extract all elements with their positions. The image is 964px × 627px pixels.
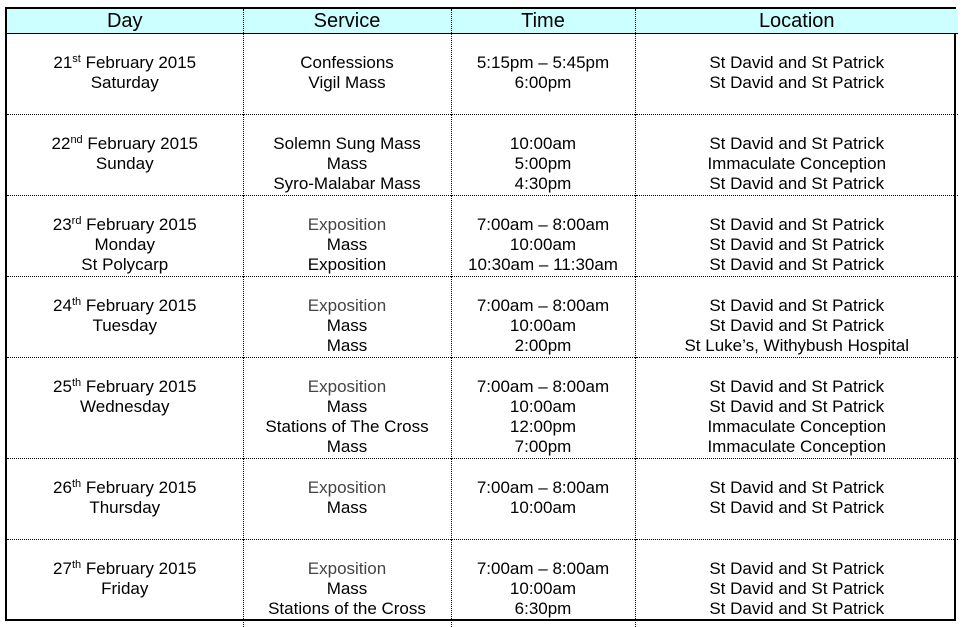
time-item: 7:00am – 8:00am (476, 559, 610, 578)
service-cell (243, 277, 451, 358)
header-time: Time (451, 9, 635, 34)
service-item: Exposition (307, 478, 387, 497)
schedule-sheet (5, 7, 956, 621)
time-item: 10:00am (509, 498, 577, 517)
schedule-row (7, 277, 958, 358)
day-cell (7, 34, 243, 115)
time-item: 6:00pm (514, 73, 572, 92)
day-date (7, 296, 243, 316)
service-item: Confessions (300, 53, 394, 72)
day-number: 25 (53, 377, 72, 396)
service-item: Mass (326, 498, 368, 517)
location-item: St David and St Patrick (709, 174, 885, 193)
location-item: St David and St Patrick (709, 316, 885, 335)
service-item: Vigil Mass (308, 73, 386, 92)
day-date (7, 53, 243, 73)
time-item: 6:30pm (514, 599, 572, 618)
weekday: Saturday (90, 73, 159, 92)
location-item: St David and St Patrick (709, 296, 885, 315)
time-cell (451, 358, 635, 459)
service-cell (243, 540, 451, 627)
time-cell (451, 277, 635, 358)
schedule-row (7, 115, 958, 196)
day-month-year: February 2015 (81, 377, 197, 396)
location-item: St David and St Patrick (709, 478, 885, 497)
weekday: Friday (101, 579, 149, 598)
time-item: 10:00am (509, 397, 577, 416)
schedule-row (7, 358, 958, 459)
service-item: Mass (326, 154, 368, 173)
header-day: Day (7, 9, 243, 34)
location-item: St David and St Patrick (709, 235, 885, 254)
location-cell (635, 358, 958, 459)
service-item: Mass (326, 336, 368, 355)
schedule-row (7, 540, 958, 627)
service-item: Mass (326, 235, 368, 254)
day-cell (7, 196, 243, 277)
schedule-row (7, 196, 958, 277)
weekday: Tuesday (92, 316, 158, 335)
time-item: 7:00am – 8:00am (476, 478, 610, 497)
day-suffix: th (71, 377, 82, 389)
service-item: Mass (326, 397, 368, 416)
time-item: 10:00am (509, 579, 577, 598)
location-item: St David and St Patrick (709, 498, 885, 517)
service-cell (243, 358, 451, 459)
time-item: 2:00pm (514, 336, 572, 355)
day-month-year: February 2015 (80, 53, 197, 72)
day-month-year: February 2015 (81, 559, 197, 578)
time-cell (451, 196, 635, 277)
day-number: 26 (53, 478, 72, 497)
location-item: St David and St Patrick (709, 397, 885, 416)
day-number: 24 (53, 296, 72, 315)
service-item: Exposition (307, 559, 387, 578)
service-item: Exposition (307, 215, 387, 234)
location-item: St David and St Patrick (709, 559, 885, 578)
location-item: St David and St Patrick (709, 579, 885, 598)
day-suffix: st (72, 53, 81, 65)
day-date (7, 559, 243, 579)
day-month-year: February 2015 (81, 215, 197, 234)
service-item: Stations of the Cross (268, 599, 426, 618)
service-item: Mass (326, 437, 368, 456)
location-cell (635, 115, 958, 196)
service-cell (243, 34, 451, 115)
service-item: Mass (326, 316, 368, 335)
location-item: St David and St Patrick (709, 53, 885, 72)
day-cell (7, 540, 243, 627)
location-item: Immaculate Conception (707, 437, 887, 456)
service-cell (243, 459, 451, 540)
day-month-year: February 2015 (81, 296, 197, 315)
location-item: St David and St Patrick (709, 599, 885, 618)
header-service: Service (243, 9, 451, 34)
location-cell (635, 540, 958, 627)
time-item: 4:30pm (514, 174, 572, 193)
day-date (7, 377, 243, 397)
weekday: Sunday (95, 154, 154, 173)
weekday: Wednesday (80, 397, 170, 416)
location-item: Immaculate Conception (707, 417, 887, 436)
day-date (7, 134, 243, 154)
location-item: St Luke’s, Withybush Hospital (684, 336, 910, 355)
time-item: 10:00am (509, 316, 577, 335)
service-item: Syro-Malabar Mass (273, 174, 421, 193)
feast-day: St Polycarp (81, 255, 169, 274)
time-item: 10:00am (509, 134, 577, 153)
day-date (7, 478, 243, 498)
schedule-row (7, 459, 958, 540)
day-suffix: nd (70, 134, 83, 146)
time-item: 7:00am – 8:00am (476, 296, 610, 315)
time-item: 5:15pm – 5:45pm (476, 53, 610, 72)
day-number: 23 (52, 215, 72, 234)
day-suffix: th (71, 296, 82, 308)
time-cell (451, 34, 635, 115)
location-item: St David and St Patrick (709, 255, 885, 274)
day-cell (7, 115, 243, 196)
time-cell (451, 540, 635, 627)
location-item: Immaculate Conception (707, 154, 887, 173)
service-item: Exposition (307, 255, 387, 274)
time-item: 7:00pm (514, 437, 572, 456)
service-cell (243, 115, 451, 196)
service-cell (243, 196, 451, 277)
location-cell (635, 277, 958, 358)
header-row (7, 9, 958, 34)
weekday: Thursday (89, 498, 161, 517)
day-month-year: February 2015 (81, 478, 197, 497)
time-cell (451, 459, 635, 540)
schedule-row (7, 34, 958, 115)
location-cell (635, 459, 958, 540)
location-cell (635, 34, 958, 115)
day-suffix: rd (71, 215, 82, 227)
day-number: 27 (53, 559, 72, 578)
header-location: Location (635, 9, 958, 34)
service-item: Solemn Sung Mass (273, 134, 421, 153)
location-item: St David and St Patrick (709, 215, 885, 234)
location-item: St David and St Patrick (709, 134, 885, 153)
location-item: St David and St Patrick (709, 377, 885, 396)
time-item: 10:30am – 11:30am (468, 255, 618, 274)
location-item: St David and St Patrick (709, 73, 885, 92)
service-item: Stations of The Cross (265, 417, 429, 436)
schedule-table (7, 9, 958, 627)
time-item: 12:00pm (509, 417, 577, 436)
day-number: 21 (53, 53, 73, 72)
weekday: Monday (94, 235, 155, 254)
day-cell (7, 459, 243, 540)
time-item: 5:00pm (514, 154, 572, 173)
day-date (7, 215, 243, 235)
day-cell (7, 277, 243, 358)
time-item: 10:00am (509, 235, 577, 254)
service-item: Exposition (307, 296, 387, 315)
time-item: 7:00am – 8:00am (476, 377, 610, 396)
time-cell (451, 115, 635, 196)
day-month-year: February 2015 (82, 134, 198, 153)
service-item: Mass (326, 579, 368, 598)
time-item: 7:00am – 8:00am (476, 215, 610, 234)
day-number: 22 (51, 134, 71, 153)
location-cell (635, 196, 958, 277)
day-suffix: th (71, 559, 82, 571)
service-item: Exposition (307, 377, 387, 396)
day-cell (7, 358, 243, 459)
day-suffix: th (71, 478, 82, 490)
